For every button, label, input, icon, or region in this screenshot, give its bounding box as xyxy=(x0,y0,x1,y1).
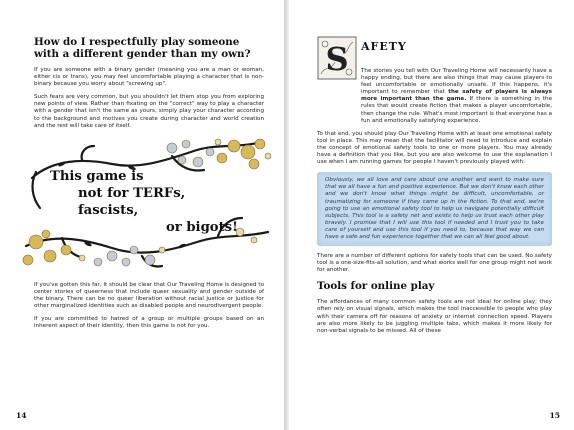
queerness-paragraph: If you've gotten this far, it should be clear that Our Traveling Home is designed to center stories of queerness that include queer sexuality and gender outside of the binary. There can be no queer liberation without racial justice or justice for other marginalized identities such as disabled people and neurodivergent people. xyxy=(34,281,264,310)
banner-line-2: not for TERFs, fascists, xyxy=(78,185,186,218)
gender-paragraph-2: Such fears are very common, but you shouldn't let them stop you from exploring new points of view. Rather than fixating on the "correct" way to play a character with a gender that isn't the same as yours, simply play your character according to the background and motives you create during character and world creation and the rest will take care of itself. xyxy=(34,94,264,129)
safety-intro-a: The stories you tell with Our Traveling Home will necessarily have a happy ending, but there are also things that may cause players to feel uncomfortable or emotionally unsafe. If this happens, it's important to remember that xyxy=(361,68,552,96)
left-page xyxy=(0,0,284,430)
dropcap-letter: S xyxy=(325,40,349,78)
ornate-dropcap-s-icon xyxy=(317,36,357,80)
page-number-right: 15 xyxy=(549,411,560,420)
hatred-paragraph: If you are committed to hatred of a group or multiple groups based on an inherent aspect of their identity, then this game is not for you. xyxy=(34,316,264,330)
online-play-heading: Tools for online play xyxy=(317,280,435,293)
safety-quote-box xyxy=(317,172,552,246)
banner-text xyxy=(48,168,238,236)
safety-quote-text: Obviously, we all love and care about one another and want to make sure that we all have a fun and positive experience. But we don't know each other and we don't know what things might be difficult, uncomfortable, or traumatizing for someone if they came up in the fiction. To that end, we're going to use an emotional safety tool to help us navigate potentially difficult subjects. This tool is a safety net and exists to help us trust each other play bravely. I promise that I will use this tool if needed and I trust you to take care of yourself and use this tool if you need to, because that way we can have a safe and fun experience together that we can all feel good about. xyxy=(325,177,544,240)
safety-tool-paragraph: To that end, you should play Our Traveling Home with at least one emotional safety tool in place. This may mean that the facilitator will need to introduce and explain the concept of emotional safety tools to one or more players. You may already have a definition that you like, but you are also welcome to use the explanation I use when I am running games for people I haven't previously played with: xyxy=(317,130,552,166)
no-bigots-banner xyxy=(22,138,270,270)
safety-options-paragraph: There are a number of different options for safety tools that can be used. No safety tool is a one-size-fits-all solution, and what works well for one group might not work for another. xyxy=(317,253,552,274)
gender-paragraph-1: If you are someone with a binary gender (meaning you are a man or woman, either cis or trans), you may feel uncomfortable playing a character that is non-binary because you worry about "screwing up". xyxy=(34,67,264,88)
gender-heading: How do I respectfully play someone with a different gender than my own? xyxy=(34,36,251,60)
online-play-paragraph: The affordances of many common safety tools are not ideal for online play; they often rely on visual signals, which makes the tool inaccessible to people who play with their camera off for reasons of anxiety or internet connection speed. Players are also more likely to be juggling multiple tabs, which makes it more likely for non-verbal signals to be missed. All of these xyxy=(317,299,552,334)
safety-title: AFETY xyxy=(361,40,407,53)
banner-line-1: This game is xyxy=(50,168,144,184)
safety-intro-c: If there is something in the rules that would create fiction that makes a player uncomfortable, then change the rule. What's most important is that everyone has a fun and emotionally satisfying experience. xyxy=(361,96,553,124)
right-page xyxy=(289,0,574,430)
page-number-left: 14 xyxy=(16,411,27,420)
banner-line-3: or bigots! xyxy=(166,219,238,235)
safety-intro-emphasis: the safety of players is always more important than the game. xyxy=(361,89,552,103)
